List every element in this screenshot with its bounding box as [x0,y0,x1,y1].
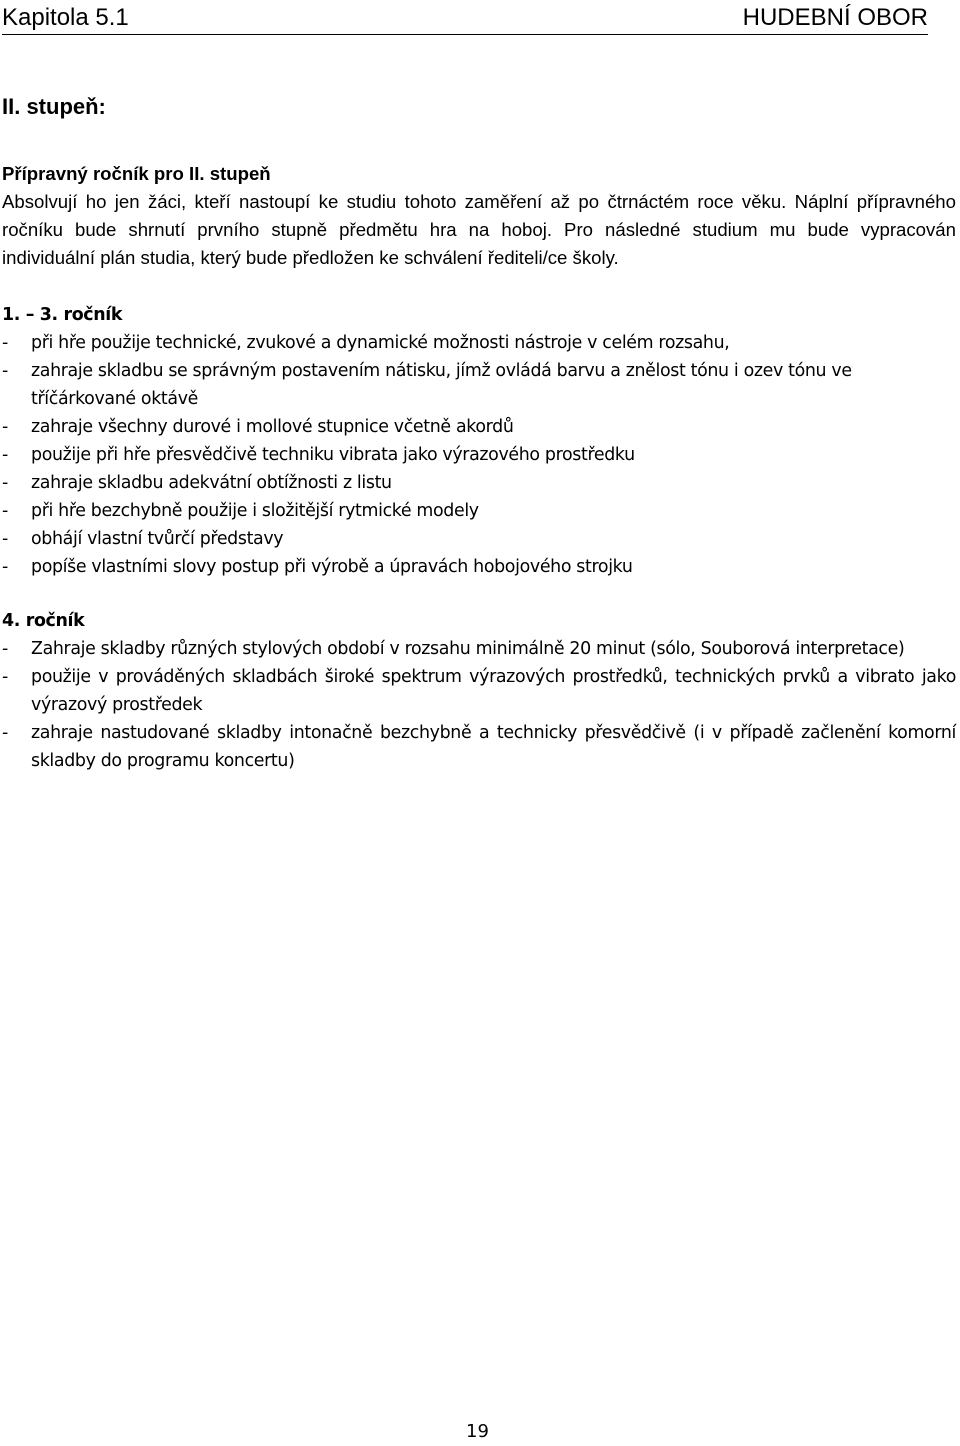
list-item [2,719,956,775]
list-item-text: zahraje skladbu adekvátní obtížnosti z listu [31,473,392,493]
dash-marker: - [2,639,8,659]
dash-marker: - [2,667,8,687]
chapter-label: Kapitola 5.1 [2,4,129,31]
page-number: 19 [466,1421,489,1442]
years-1-3-section [2,301,956,581]
list-item-text: při hře bezchybně použije i složitější rytmické modely [31,501,479,521]
prep-year-title: Přípravný ročník pro II. stupeň [2,163,271,184]
list-item [2,635,956,663]
dash-marker: - [2,557,8,577]
list-item-text: zahraje všechny durové i mollové stupnice včetně akordů [31,417,514,437]
department-label: HUDEBNÍ OBOR [742,4,928,31]
dash-marker: - [2,445,8,465]
dash-marker: - [2,723,8,743]
dash-marker: - [2,417,8,437]
year-4-section [2,607,956,775]
list-item [2,329,956,357]
dash-marker: - [2,361,8,381]
section-title: II. stupeň: [2,94,106,119]
list-item-text: použije při hře přesvědčivě techniku vibrata jako výrazového prostředku [31,445,635,465]
list-item [2,469,956,497]
year-4-title: 4. ročník [2,611,85,631]
list-item [2,357,956,413]
year-4-list [2,635,956,775]
list-item-text: při hře použije technické, zvukové a dynamické možnosti nástroje v celém rozsahu, [31,333,730,353]
list-item [2,553,956,581]
list-item-text: obhájí vlastní tvůrčí představy [31,529,284,549]
list-item [2,441,956,469]
dash-marker: - [2,473,8,493]
list-item [2,663,956,719]
years-1-3-title: 1. – 3. ročník [2,305,123,325]
dash-marker: - [2,501,8,521]
list-item [2,525,956,553]
prep-year-section [2,160,956,272]
list-item [2,497,956,525]
prep-year-text: Absolvují ho jen žáci, kteří nastoupí ke studiu tohoto zaměření až po čtrnáctém roce věku. Náplní přípravného ročníku bude shrnutí prvního stupně předmětu hra na hoboj. Pro následné studium mu bude vypracován individuální plán studia, který bude předložen ke schválení řediteli/ce školy. [2,191,956,268]
list-item-text: popíše vlastními slovy postup při výrobě a úpravách hobojového strojku [31,557,633,577]
list-item-text: použije v prováděných skladbách široké spektrum výrazových prostředků, technických prvků a vibrato jako výrazový prostředek [31,667,956,715]
list-item-text: zahraje skladbu se správným postavením nátisku, jímž ovládá barvu a znělost tónu i ozev tónu ve tříčárkované oktávě [31,361,852,409]
page-header [2,2,928,35]
dash-marker: - [2,333,8,353]
list-item-text: Zahraje skladby různých stylových období v rozsahu minimálně 20 minut (sólo, Souborová interpretace) [31,639,905,659]
list-item [2,413,956,441]
list-item-text: zahraje nastudované skladby intonačně bezchybně a technicky přesvědčivě (i v případě začlenění komorní skladby do programu koncertu) [31,723,956,771]
dash-marker: - [2,529,8,549]
years-1-3-list [2,329,956,581]
